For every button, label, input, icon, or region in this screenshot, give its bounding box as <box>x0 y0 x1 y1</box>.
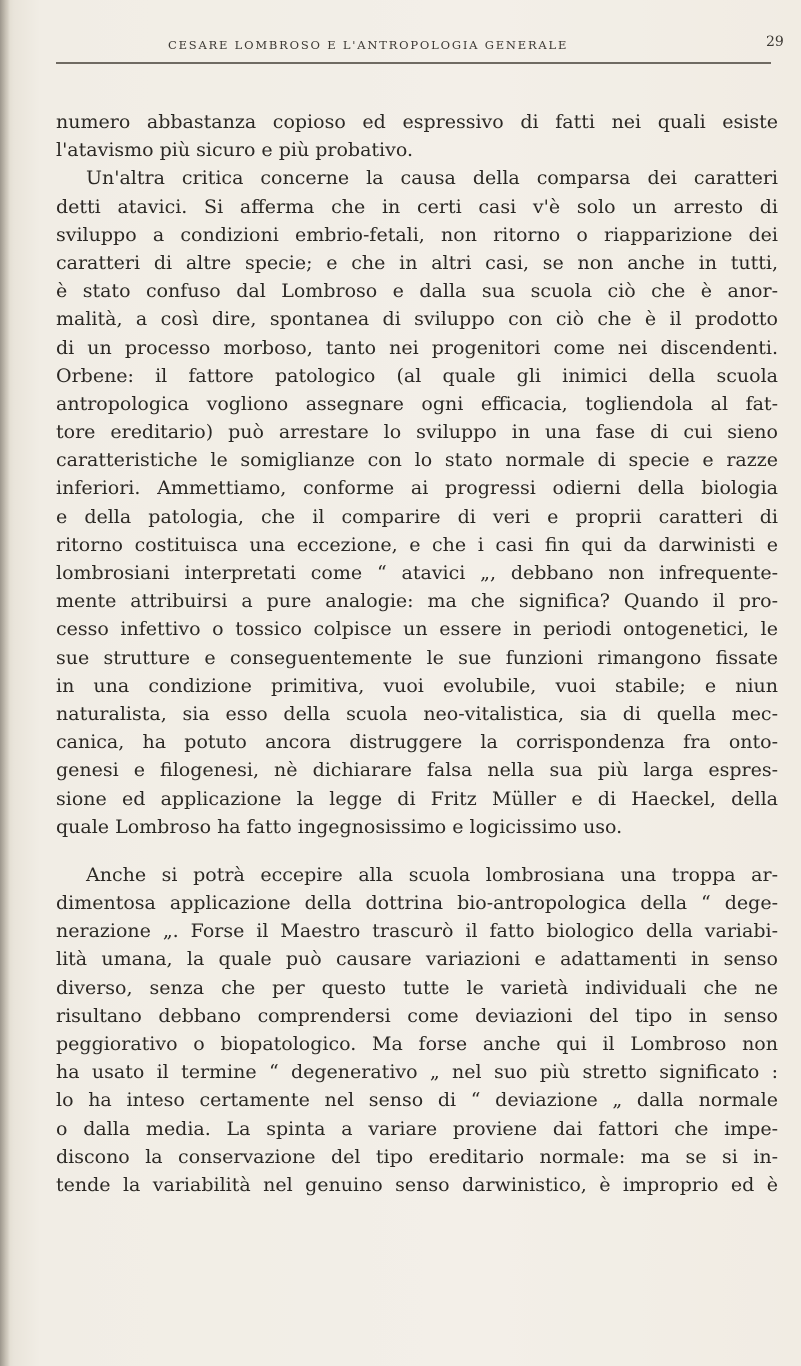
text-line: diverso, senza che per questo tutte le varietà individuali che ne <box>56 976 778 999</box>
book-spine-shadow <box>0 0 10 1366</box>
running-header: CESARE LOMBROSO E L'ANTROPOLOGIA GENERALE <box>168 38 569 52</box>
text-line: mente attribuirsi a pure analogie: ma che significa? Quando il pro- <box>56 590 778 613</box>
text-line: caratteristiche le somiglianze con lo stato normale di specie e razze <box>56 449 778 472</box>
text-line: quale Lombroso ha fatto ingegnosissimo e logicissimo uso. <box>56 815 623 838</box>
text-line: tende la variabilità nel genuino senso darwinistico, è improprio ed è <box>56 1173 778 1196</box>
text-line: e della patologia, che il comparire di veri e proprii caratteri di <box>56 505 778 528</box>
paragraph <box>56 164 778 841</box>
text-line: dimentosa applicazione della dottrina bio-antropologica della “ dege- <box>56 892 778 915</box>
text-line: sione ed applicazione la legge di Fritz Müller e di Haeckel, della <box>56 787 778 810</box>
text-line: nerazione „. Forse il Maestro trascurò il fatto biologico della variabi- <box>56 920 778 943</box>
text-line: è stato confuso dal Lombroso e dalla sua scuola ciò che è anor- <box>56 280 778 303</box>
text-line: lità umana, la quale può causare variazioni e adattamenti in senso <box>56 948 778 971</box>
text-line: antropologica vogliono assegnare ogni efficacia, togliendola al fat- <box>56 392 778 415</box>
text-line: inferiori. Ammettiamo, conforme ai progressi odierni della biologia <box>56 477 778 500</box>
text-line: cesso infettivo o tossico colpisce un essere in periodi ontogenetici, le <box>56 618 778 641</box>
text-line: Orbene: il fattore patologico (al quale gli inimici della scuola <box>56 364 778 387</box>
text-line: numero abbastanza copioso ed espressivo di fatti nei quali esiste <box>56 111 778 133</box>
text-line: caratteri di altre specie; e che in altri casi, se non anche in tutti, <box>56 251 778 274</box>
paragraph-spacing <box>56 841 778 861</box>
text-line: malità, a così dire, spontanea di sviluppo con ciò che è il prodotto <box>56 308 778 331</box>
text-line: in una condizione primitiva, vuoi evolubile, vuoi stabile; e niun <box>56 674 778 697</box>
paragraph <box>56 861 778 1199</box>
text-line: o dalla media. La spinta a variare proviene dai fattori che impe- <box>56 1117 778 1140</box>
text-line: sviluppo a condizioni embrio-fetali, non ritorno o riapparizione dei <box>56 223 778 246</box>
page-number: 29 <box>766 34 784 50</box>
paragraph <box>56 108 778 164</box>
text-line: discono la conservazione del tipo ereditario normale: ma se si in- <box>56 1145 778 1168</box>
text-line: di un processo morboso, tanto nei progenitori come nei discendenti. <box>56 336 778 359</box>
text-line: ritorno costituisca una eccezione, e che i casi fin qui da darwinisti e <box>56 533 778 556</box>
text-line: lo ha inteso certamente nel senso di “ deviazione „ dalla normale <box>56 1089 778 1112</box>
header-rule <box>56 62 771 64</box>
body-text <box>56 108 778 1199</box>
text-line: canica, ha potuto ancora distruggere la corrispondenza fra onto- <box>56 731 778 754</box>
text-line: l'atavismo più sicuro e più probativo. <box>56 139 413 162</box>
text-line: genesi e filogenesi, nè dichiarare falsa nella sua più larga espres- <box>56 759 778 782</box>
text-line: lombrosiani interpretati come “ atavici „, debbano non infrequente- <box>56 562 778 584</box>
text-line: sue strutture e conseguentemente le sue funzioni rimangono fissate <box>56 646 778 669</box>
text-line: Anche si potrà eccepire alla scuola lombrosiana una troppa ar- <box>86 863 778 886</box>
text-line: tore ereditario) può arrestare lo sviluppo in una fase di cui sieno <box>56 421 778 444</box>
text-line: peggiorativo o biopatologico. Ma forse anche qui il Lombroso non <box>56 1033 778 1055</box>
text-line: detti atavici. Si afferma che in certi casi v'è solo un arresto di <box>56 195 778 218</box>
text-line: risultano debbano comprendersi come deviazioni del tipo in senso <box>56 1004 778 1027</box>
text-line: naturalista, sia esso della scuola neo-vitalistica, sia di quella mec- <box>56 702 778 725</box>
text-line: Un'altra critica concerne la causa della comparsa dei caratteri <box>86 167 778 190</box>
text-line: ha usato il termine “ degenerativo „ nel suo più stretto significato : <box>56 1061 778 1084</box>
